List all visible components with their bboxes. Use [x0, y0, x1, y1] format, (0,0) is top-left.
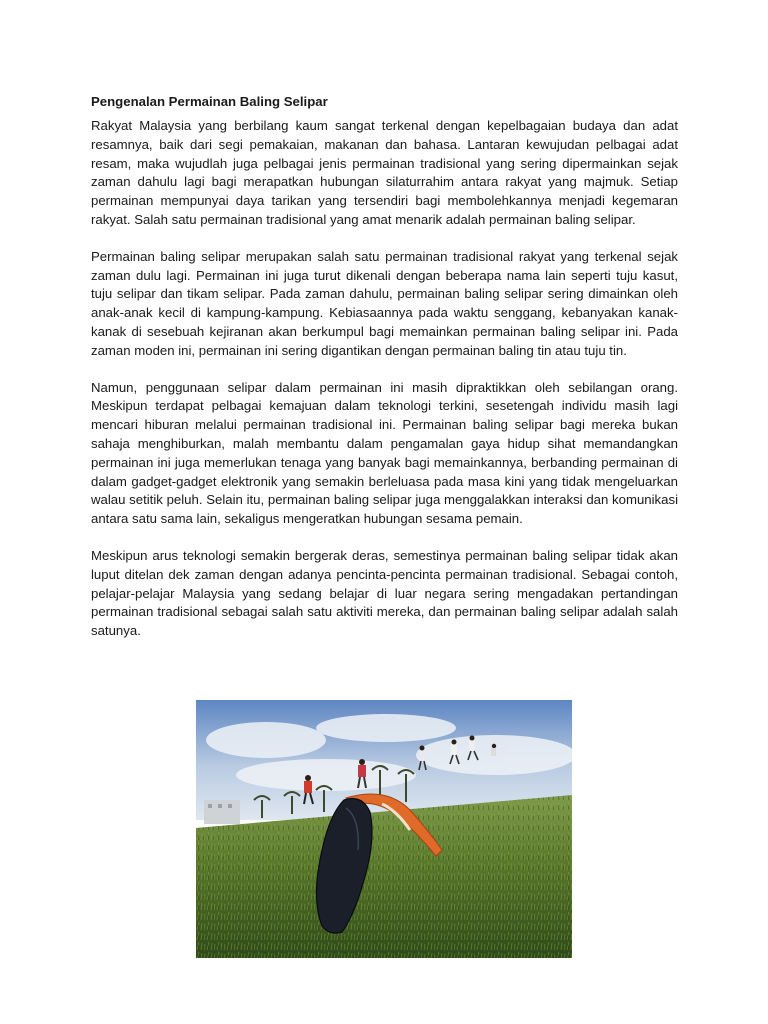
paragraph-3: Namun, penggunaan selipar dalam permainan ini masih dipraktikkan oleh sebilangan orang. Meskipun terdapat pelbagai kemajuan dalam teknologi terkini, sesetengah individu masih lagi mencari hiburan melalui permainan tradisional ini. Permainan baling selipar bagi mereka bukan sahaja menghiburkan, malah membantu dalam pengamalan gaya hidup sihat memandangkan permainan ini juga memerlukan tenaga yang banyak bagi memainkannya, berbanding permainan di dalam gadget-gadget elektronik yang semakin berleluasa pada masa kini yang tidak mengeluarkan walau setitik peluh. Selain itu, permainan baling selipar juga menggalakkan interaksi dan komunikasi antara satu sama lain, sekaligus mengeratkan hubungan sesama pemain. [91, 379, 678, 527]
paragraph-2: Permainan baling selipar merupakan salah satu permainan tradisional rakyat yang terkenal sejak zaman dulu lagi. Permainan ini juga turut dikenali dengan beberapa nama lain seperti tuju kasut, tuju selipar dan tikam selipar. Pada zaman dahulu, permainan baling selipar sering dimainkan oleh anak-anak kecil di kampung-kampung. Kebiasaannya pada waktu senggang, kebanyakan kanak-kanak di sesebuah kejiranan akan berkumpul bagi memainkan permainan baling selipar ini. Pada zaman moden ini, permainan ini sering digantikan dengan permainan baling tin atau tuju tin. [91, 248, 678, 358]
slipper-game-photo [196, 700, 572, 958]
paragraph-4: Meskipun arus teknologi semakin bergerak deras, semestinya permainan baling selipar tidak akan luput ditelan dek zaman dengan adanya pencinta-pencinta permainan tradisional. Sebagai contoh, pelajar-pelajar Malaysia yang sedang belajar di luar negara sering mengadakan pertandingan permainan tradisional sebagai salah satu aktiviti mereka, dan permainan baling selipar adalah salah satunya. [91, 547, 678, 639]
document-body [91, 92, 678, 641]
paragraph-1: Rakyat Malaysia yang berbilang kaum sangat terkenal dengan kepelbagaian budaya dan adat resamnya, baik dari segi pemakaian, makanan dan bahasa. Lantaran kewujudan pelbagai adat resam, maka wujudlah juga pelbagai jenis permainan tradisional yang sering dipermainkan sejak zaman dahulu lagi bagi merapatkan hubungan silaturrahim antara rakyat yang majmuk. Setiap permainan mempunyai daya tarikan yang tersendiri bagi membolehkannya menjadi kegemaran rakyat. Salah satu permainan tradisional yang amat menarik adalah permainan baling selipar. [91, 118, 678, 227]
document-title: Pengenalan Permainan Baling Selipar [91, 94, 328, 109]
building [204, 800, 240, 824]
